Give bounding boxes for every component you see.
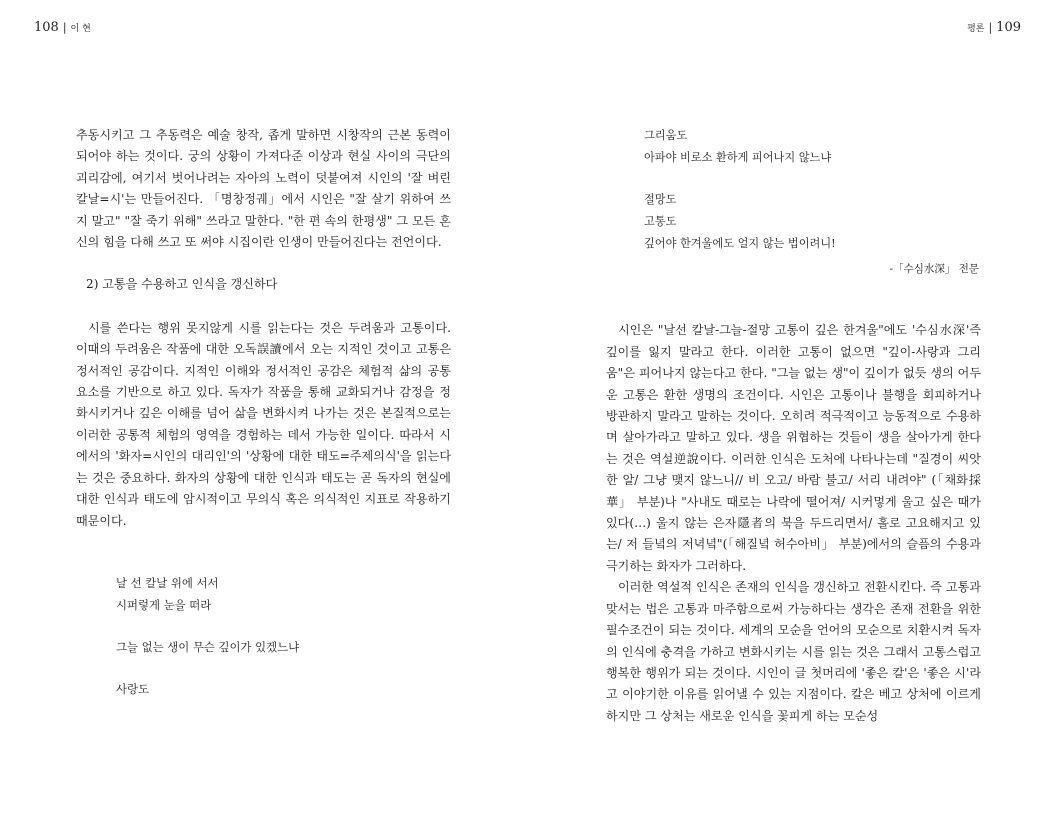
section-heading: 2) 고통을 수용하고 인식을 갱신하다 — [86, 277, 278, 292]
poem-line: 깊어야 한겨울에도 얼지 않는 법이려니! — [644, 237, 836, 250]
stanza-break — [644, 169, 981, 189]
stanza-break — [116, 616, 451, 636]
poem-line: 날 선 칼날 위에 서서 — [116, 575, 219, 590]
body-paragraph: 시인은 "날선 칼날-그늘-절망 고통이 깊은 한겨울"에도 '수심水深'즉 깊이를 잃지 말라고 한다. 이러한 고통이 없으면 "깊이-사랑과 그리움"은 피어나지 않는다고 한다. "그늘 없는 생"이 깊이가 없듯 생의 어두운 고통은 환한 생명의 조건이다. 시인은 고통이나 불행을 회피하거나 방관하지 말라고 말하는 것이다. 오히려 적극적이고 능동적으로 수용하며 살아가라고 말하고 있다. 생을 위협하는 것들이 생을 살아가게 한다는 것은 역설逆說이다. 이러한 인식은 도처에 나타나는데 "질경이 씨앗 한 알/ 그냥 맺지 않느니// 비 오고/ 바람 불고/ 서리 내려야" (「채화採華」 부분)나 "사내도 때로는 나락에 떨어져/ 시커멓게 울고 싶은 때가 있다(…) 울지 않는 은자隱者의 북을 두드리면서/ 홀로 고요해지고 있는/ 저 들녘의 저녁녘"(「해질녘 허수아비」 부분)에서의 슬픔의 수용과 극기하는 화자가 그러하다. — [606, 323, 981, 573]
left-page — [76, 125, 451, 700]
right-page-number: 109 — [996, 20, 1021, 35]
poem-line: 그늘 없는 생이 무슨 깊이가 있겠느냐 — [116, 639, 300, 654]
body-paragraph: 이러한 역설적 인식은 존재의 인식을 갱신하고 전환시킨다. 즉 고통과 맞서는 법은 고통과 마주함으로써 가능하다는 생각은 존재 전환을 위한 필수조건이 되는 것이다. 세계의 모순을 언어의 모순으로 치환시켜 독자의 인식에 충격을 가하고 변화시키는 시를 읽는 것은 그래서 고통스럽고 행복한 행위가 되는 것이다. 시인이 글 첫머리에 '좋은 칼'은 '좋은 시'라고 이야기한 이유를 읽어낼 수 있는 지점이다. 칼은 베고 상처에 이르게 하지만 그 상처는 새로운 인식을 꽃피게 하는 모순성 — [606, 580, 981, 723]
header-separator: | — [988, 21, 993, 34]
poem-excerpt — [116, 572, 451, 700]
left-author-name: 이 현 — [70, 24, 91, 34]
stanza-break — [116, 658, 451, 678]
poem-line: 시퍼렇게 눈을 떠라 — [116, 597, 212, 612]
header-separator: | — [62, 21, 67, 34]
poem-excerpt — [644, 125, 981, 255]
body-paragraph: 추동시키고 그 추동력은 예술 창작, 좁게 말하면 시창작의 근본 동력이 되어야 하는 것이다. 궁의 상황이 가져다준 이상과 현실 사이의 극단의 괴리감에, 여기서 벗어나려는 자아의 노력이 덧붙여져 시인의 '잘 벼린 칼날=시'는 만들어진다. 「명창정궤」에서 시인은 "잘 살기 위하여 쓰지 말고" "잘 죽기 위해" 쓰라고 말한다. "한 편 속의 한평생" 그 모든 혼신의 힘을 다해 쓰고 또 써야 시집이란 인생이 만들어진다는 전언이다. — [76, 128, 451, 250]
body-paragraph: 시를 쓴다는 행위 못지않게 시를 읽는다는 것은 두려움과 고통이다. 이때의 두려움은 작품에 대한 오독誤讀에서 오는 지적인 것이고 고통은 정서적인 공감이다. 지적인 이해와 정서적인 공감은 체험적 삶의 공통 요소를 기반으로 하고 있다. 독자가 작품을 통해 교화되거나 감정을 정화시키거나 깊은 이해를 넘어 삶을 변화시켜 나가는 것은 본질적으로는 이러한 공통적 체험의 영역을 경험하는 데서 가능한 일이다. 따라서 시에서의 '화자=시인의 대리인'의 '상황에 대한 태도=주제의식'을 읽는다는 것은 중요하다. 화자의 상황에 대한 인식과 태도는 곧 독자의 현실에 대한 인식과 태도에 암시적이고 무의식 혹은 의식적인 지표로 작용하기 때문이다. — [76, 320, 451, 528]
poem-line: 사랑도 — [116, 681, 150, 696]
poem-line: 아파야 비로소 환하게 피어나지 않느냐 — [644, 151, 832, 164]
poem-line: 그리움도 — [644, 129, 688, 142]
poem-line: 고통도 — [644, 215, 677, 228]
left-page-number: 108 — [34, 20, 59, 35]
poem-line: 절망도 — [644, 193, 677, 206]
right-running-header — [967, 20, 1021, 37]
right-section-name: 평론 — [967, 24, 985, 34]
right-page — [606, 125, 981, 727]
left-running-header — [34, 20, 91, 37]
poem-attribution: -「수심水深」 전문 — [889, 263, 979, 275]
